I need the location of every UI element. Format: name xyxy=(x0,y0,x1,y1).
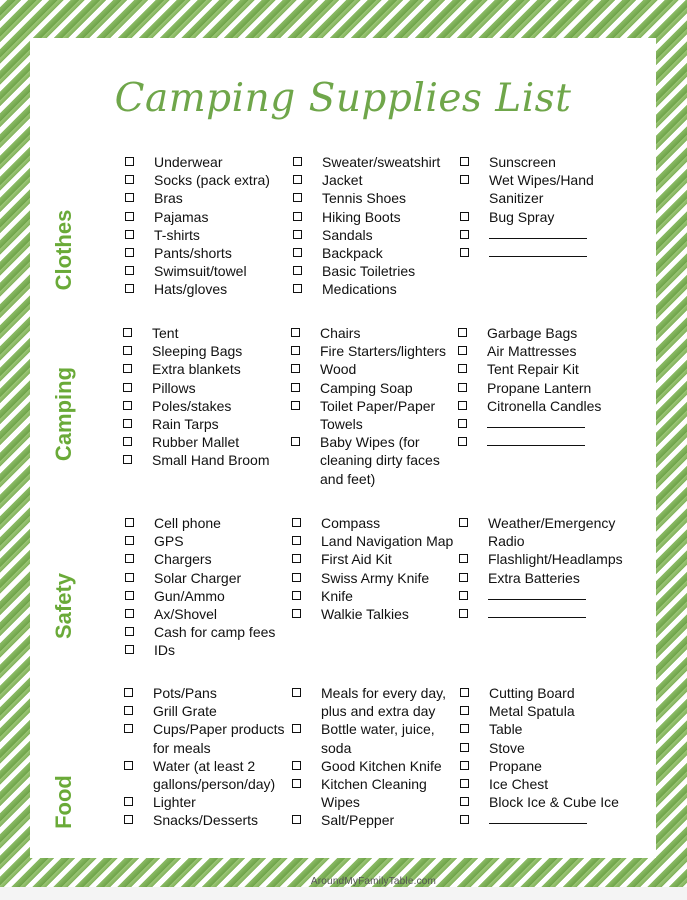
item-label-line: Table xyxy=(489,721,523,738)
checkbox[interactable] xyxy=(125,266,134,275)
checklist-item xyxy=(460,208,594,226)
checkbox[interactable] xyxy=(459,591,468,600)
checkbox[interactable] xyxy=(460,688,469,697)
checkbox[interactable] xyxy=(458,419,467,428)
checkbox[interactable] xyxy=(291,346,300,355)
checkbox[interactable] xyxy=(125,230,134,239)
item-label-line: soda xyxy=(321,739,352,756)
checklist-item xyxy=(124,720,285,756)
checklist-item xyxy=(124,757,285,793)
checklist-item xyxy=(460,702,619,720)
checklist-item xyxy=(125,641,275,659)
checklist-column xyxy=(124,684,285,830)
item-label-line: Small Hand Broom xyxy=(152,452,270,469)
item-label-line: Underwear xyxy=(154,154,223,170)
item-label-line: Propane xyxy=(489,757,542,774)
checkbox[interactable] xyxy=(125,284,134,293)
checkbox[interactable] xyxy=(123,401,132,410)
item-label-line: Medications xyxy=(322,281,397,298)
checklist-item xyxy=(291,360,446,378)
item-label-line: Meals for every day, xyxy=(321,685,447,701)
checkbox[interactable] xyxy=(123,364,132,373)
item-label-line: Walkie Talkies xyxy=(321,606,409,623)
checklist-item xyxy=(292,514,453,532)
checklist-item xyxy=(125,262,270,280)
item-label-line: Pots/Pans xyxy=(153,685,217,701)
checklist-item xyxy=(292,550,453,568)
checklist-item xyxy=(460,153,594,171)
footer-website: AroundMyFamilyTable.com xyxy=(310,876,437,887)
checklist-item xyxy=(459,514,623,550)
item-label-line: Bras xyxy=(154,190,183,207)
checkbox[interactable] xyxy=(293,248,302,257)
checkbox[interactable] xyxy=(459,609,468,618)
checklist-item xyxy=(458,342,601,360)
item-label-line: Lighter xyxy=(153,794,196,811)
checkbox[interactable] xyxy=(459,518,468,527)
checklist-item xyxy=(460,244,594,262)
item-label-line: Basic Toiletries xyxy=(322,263,416,280)
item-label-line: Snacks/Desserts xyxy=(153,812,259,829)
item-label-line: Weather/Emergency xyxy=(488,515,616,531)
checkbox[interactable] xyxy=(292,761,301,770)
checklist-item xyxy=(460,720,619,738)
item-label-line: gallons/person/day) xyxy=(153,776,276,793)
item-label-line: Swimsuit/towel xyxy=(154,263,247,280)
checkbox[interactable] xyxy=(458,437,467,446)
checklist-item xyxy=(291,324,446,342)
checkbox[interactable] xyxy=(125,157,134,166)
checkbox[interactable] xyxy=(123,328,132,337)
checkbox[interactable] xyxy=(291,328,300,337)
checkbox[interactable] xyxy=(293,175,302,184)
checkbox[interactable] xyxy=(293,230,302,239)
item-label-line: Towels xyxy=(320,416,363,433)
checklist-item xyxy=(460,775,619,793)
checklist-item xyxy=(292,811,446,829)
page-bottom-edge xyxy=(0,887,687,900)
checklist-item xyxy=(123,397,270,415)
checkbox[interactable] xyxy=(124,724,133,733)
item-label-line: IDs xyxy=(154,642,175,659)
checklist-item xyxy=(292,757,446,775)
item-label-line: Rain Tarps xyxy=(152,416,219,433)
checklist-column xyxy=(292,514,453,623)
checklist-item xyxy=(458,397,601,415)
item-label-line: T-shirts xyxy=(154,226,200,243)
blank-write-in-line[interactable] xyxy=(487,415,585,428)
checklist-item xyxy=(460,171,594,207)
checklist-column xyxy=(125,514,275,660)
checklist-item xyxy=(458,360,601,378)
item-label-line: Pajamas xyxy=(154,208,209,225)
checkbox[interactable] xyxy=(125,175,134,184)
checkbox[interactable] xyxy=(292,554,301,563)
checklist-item xyxy=(459,605,623,623)
checkbox[interactable] xyxy=(458,401,467,410)
checkbox[interactable] xyxy=(125,645,134,654)
item-label-line: cleaning dirty faces xyxy=(320,452,440,469)
item-label-line: Land Navigation Map xyxy=(321,533,454,550)
checklist-item xyxy=(125,532,275,550)
checkbox[interactable] xyxy=(460,157,469,166)
checklist-item xyxy=(459,550,623,568)
item-label-line: Stove xyxy=(489,739,525,756)
item-label-line: Tennis Shoes xyxy=(322,190,407,207)
checklist-item xyxy=(293,244,440,262)
checkbox[interactable] xyxy=(292,688,301,697)
item-label-line: Chargers xyxy=(154,551,212,568)
checkbox[interactable] xyxy=(291,437,300,446)
item-label-line: Bug Spray xyxy=(489,208,555,225)
checkbox[interactable] xyxy=(124,706,133,715)
checklist-item xyxy=(125,623,275,641)
section-label-text: Camping xyxy=(51,366,76,462)
checkbox[interactable] xyxy=(125,518,134,527)
checkbox[interactable] xyxy=(458,328,467,337)
section-label-text: Clothes xyxy=(51,209,76,291)
checklist-item xyxy=(293,189,440,207)
checklist-item xyxy=(123,433,270,451)
item-label-line: Sweater/sweatshirt xyxy=(322,154,441,170)
item-label-line: Cutting Board xyxy=(489,685,575,701)
checklist-item xyxy=(125,587,275,605)
checklist-item xyxy=(460,811,619,829)
item-label-line: Wet Wipes/Hand xyxy=(489,172,594,189)
item-label-line: plus and extra day xyxy=(321,703,436,720)
checkbox[interactable] xyxy=(293,266,302,275)
item-label-line: Baby Wipes (for xyxy=(320,434,420,451)
checkbox[interactable] xyxy=(291,364,300,373)
checkbox[interactable] xyxy=(460,815,469,824)
checklist-item xyxy=(124,702,285,720)
checklist-column xyxy=(291,324,446,488)
item-label-line: Socks (pack extra) xyxy=(154,172,270,189)
checklist-column xyxy=(123,324,270,470)
item-label-line: Flashlight/Headlamps xyxy=(488,551,623,568)
blank-write-in-line[interactable] xyxy=(488,587,586,600)
checkbox[interactable] xyxy=(293,157,302,166)
checklist-item xyxy=(460,226,594,244)
item-label-line: Sleeping Bags xyxy=(152,343,243,360)
checklist-item xyxy=(293,208,440,226)
item-label-line: Metal Spatula xyxy=(489,703,575,720)
checklist-item xyxy=(293,280,440,298)
checkbox[interactable] xyxy=(291,383,300,392)
item-label-line: Extra Batteries xyxy=(488,569,580,586)
checkbox[interactable] xyxy=(125,193,134,202)
item-label-line: Radio xyxy=(488,533,525,550)
checklist-item xyxy=(125,244,270,262)
checkbox[interactable] xyxy=(292,536,301,545)
checkbox[interactable] xyxy=(292,591,301,600)
item-label-line: Ax/Shovel xyxy=(154,606,218,623)
item-label-line: Jacket xyxy=(322,172,363,189)
checklist-item xyxy=(292,532,453,550)
checklist-column xyxy=(460,153,594,262)
item-label-line: Bottle water, juice, xyxy=(321,721,435,738)
item-label-line: for meals xyxy=(153,739,211,756)
checklist-item xyxy=(124,811,285,829)
checklist-item xyxy=(292,684,446,720)
checkbox[interactable] xyxy=(124,688,133,697)
checkbox[interactable] xyxy=(125,248,134,257)
checklist-item xyxy=(124,684,285,702)
checkbox[interactable] xyxy=(292,573,301,582)
checkbox[interactable] xyxy=(460,797,469,806)
item-label-line: First Aid Kit xyxy=(321,551,392,568)
checklist-item xyxy=(459,569,623,587)
item-label-line: Wipes xyxy=(321,794,360,811)
checkbox[interactable] xyxy=(291,401,300,410)
item-label-line: Salt/Pepper xyxy=(321,812,395,829)
item-label-line: Pants/shorts xyxy=(154,245,232,262)
checklist-item xyxy=(460,757,619,775)
item-label-line: Air Mattresses xyxy=(487,343,577,360)
checklist-item xyxy=(125,514,275,532)
item-label-line: Citronella Candles xyxy=(487,397,602,414)
checkbox[interactable] xyxy=(459,573,468,582)
item-label-line: Swiss Army Knife xyxy=(321,569,430,586)
page-title: Camping Supplies List xyxy=(114,76,572,121)
checkbox[interactable] xyxy=(123,437,132,446)
checklist-item xyxy=(125,171,270,189)
checklist-item xyxy=(125,605,275,623)
checkbox[interactable] xyxy=(460,248,469,257)
checklist-item xyxy=(459,587,623,605)
checklist-item xyxy=(292,720,446,756)
checkbox[interactable] xyxy=(292,518,301,527)
checklist-column xyxy=(292,684,446,830)
item-label-line: Cash for camp fees xyxy=(154,624,276,641)
checkbox[interactable] xyxy=(292,779,301,788)
checkbox[interactable] xyxy=(125,554,134,563)
section-label-text: Safety xyxy=(51,572,76,640)
checkbox[interactable] xyxy=(123,419,132,428)
checkbox[interactable] xyxy=(125,591,134,600)
checklist-item xyxy=(293,226,440,244)
checklist-item xyxy=(291,433,446,488)
item-label-line: Water (at least 2 xyxy=(153,757,256,774)
checklist-item xyxy=(125,226,270,244)
blank-write-in-line[interactable] xyxy=(488,605,586,618)
checklist-item xyxy=(460,684,619,702)
checklist-column xyxy=(458,324,601,451)
item-label-line: Compass xyxy=(321,515,381,531)
checkbox[interactable] xyxy=(459,554,468,563)
checklist-item xyxy=(125,280,270,298)
checklist-column xyxy=(293,153,440,299)
checkbox[interactable] xyxy=(460,761,469,770)
checklist-item xyxy=(124,793,285,811)
checkbox[interactable] xyxy=(292,609,301,618)
item-label-line: Block Ice & Cube Ice xyxy=(489,794,619,811)
blank-write-in-line[interactable] xyxy=(489,226,587,239)
checklist-item xyxy=(291,379,446,397)
item-label-line: Hats/gloves xyxy=(154,281,228,298)
checklist-item xyxy=(125,550,275,568)
item-label-line: Poles/stakes xyxy=(152,397,232,414)
item-label-line: Sandals xyxy=(322,226,373,243)
checklist-item xyxy=(458,379,601,397)
item-label-line: Fire Starters/lighters xyxy=(320,343,447,360)
checklist-item xyxy=(458,415,601,433)
item-label-line: Garbage Bags xyxy=(487,325,578,341)
checklist-item xyxy=(123,451,270,469)
checklist-item xyxy=(123,360,270,378)
checkbox[interactable] xyxy=(124,815,133,824)
checklist-item xyxy=(460,793,619,811)
item-label-line: Sanitizer xyxy=(489,190,544,207)
checkbox[interactable] xyxy=(460,724,469,733)
item-label-line: Solar Charger xyxy=(154,569,242,586)
item-label-line: Toilet Paper/Paper xyxy=(320,397,436,414)
checkbox[interactable] xyxy=(460,175,469,184)
checklist-item xyxy=(292,569,453,587)
checklist-item xyxy=(460,739,619,757)
checkbox[interactable] xyxy=(293,193,302,202)
item-label-line: Ice Chest xyxy=(489,776,549,793)
checkbox[interactable] xyxy=(460,706,469,715)
checklist-item xyxy=(293,262,440,280)
item-label-line: Propane Lantern xyxy=(487,379,592,396)
item-label-line: Backpack xyxy=(322,245,383,262)
checklist-column xyxy=(460,684,619,830)
item-label-line: Cell phone xyxy=(154,515,221,531)
checklist-item xyxy=(125,153,270,171)
checklist-item xyxy=(123,415,270,433)
checklist-item xyxy=(458,433,601,451)
checkbox[interactable] xyxy=(123,383,132,392)
checkbox[interactable] xyxy=(123,346,132,355)
checklist-item xyxy=(123,342,270,360)
checklist-item xyxy=(292,775,446,811)
checklist-item xyxy=(293,153,440,171)
item-label-line: Tent Repair Kit xyxy=(487,361,579,378)
checkbox[interactable] xyxy=(292,724,301,733)
item-label-line: Hiking Boots xyxy=(322,208,401,225)
checkbox[interactable] xyxy=(293,284,302,293)
item-label-line: Sunscreen xyxy=(489,154,556,170)
checkbox[interactable] xyxy=(125,627,134,636)
checklist-column xyxy=(459,514,623,623)
checklist-item xyxy=(125,208,270,226)
item-label-line: Rubber Mallet xyxy=(152,434,240,451)
section-label-text: Food xyxy=(51,775,76,829)
checklist-item xyxy=(292,605,453,623)
checkbox[interactable] xyxy=(460,779,469,788)
checklist-item xyxy=(291,397,446,433)
checkbox[interactable] xyxy=(460,212,469,221)
checklist-item xyxy=(458,324,601,342)
checklist-column xyxy=(125,153,270,299)
blank-write-in-line[interactable] xyxy=(489,811,587,824)
checklist-item xyxy=(125,569,275,587)
item-label-line: Extra blankets xyxy=(152,361,241,378)
item-label-line: Gun/Ammo xyxy=(154,587,225,604)
checkbox[interactable] xyxy=(124,797,133,806)
checkbox[interactable] xyxy=(458,383,467,392)
checkbox[interactable] xyxy=(293,212,302,221)
blank-write-in-line[interactable] xyxy=(489,244,587,257)
item-label-line: Good Kitchen Knife xyxy=(321,757,442,774)
item-label-line: Kitchen Cleaning xyxy=(321,776,427,793)
item-label-line: Wood xyxy=(320,361,357,378)
checkbox[interactable] xyxy=(460,743,469,752)
checklist-item xyxy=(125,189,270,207)
checkbox[interactable] xyxy=(460,230,469,239)
item-label-line: Pillows xyxy=(152,379,196,396)
checkbox[interactable] xyxy=(124,761,133,770)
checkbox[interactable] xyxy=(125,573,134,582)
checkbox[interactable] xyxy=(458,364,467,373)
checklist-item xyxy=(292,587,453,605)
blank-write-in-line[interactable] xyxy=(487,433,585,446)
checklist-item xyxy=(123,379,270,397)
checkbox[interactable] xyxy=(125,609,134,618)
item-label-line: Camping Soap xyxy=(320,379,413,396)
checkbox[interactable] xyxy=(458,346,467,355)
checkbox[interactable] xyxy=(125,536,134,545)
checklist-item xyxy=(291,342,446,360)
checkbox[interactable] xyxy=(123,455,132,464)
checkbox[interactable] xyxy=(292,815,301,824)
checklist-item xyxy=(293,171,440,189)
item-label-line: Grill Grate xyxy=(153,703,217,720)
item-label-line: Tent xyxy=(152,325,179,341)
item-label-line: Cups/Paper products xyxy=(153,721,285,738)
item-label-line: Chairs xyxy=(320,325,361,341)
item-label-line: GPS xyxy=(154,533,184,550)
checklist-item xyxy=(123,324,270,342)
item-label-line: Knife xyxy=(321,587,353,604)
checkbox[interactable] xyxy=(125,212,134,221)
item-label-line: and feet) xyxy=(320,470,376,487)
